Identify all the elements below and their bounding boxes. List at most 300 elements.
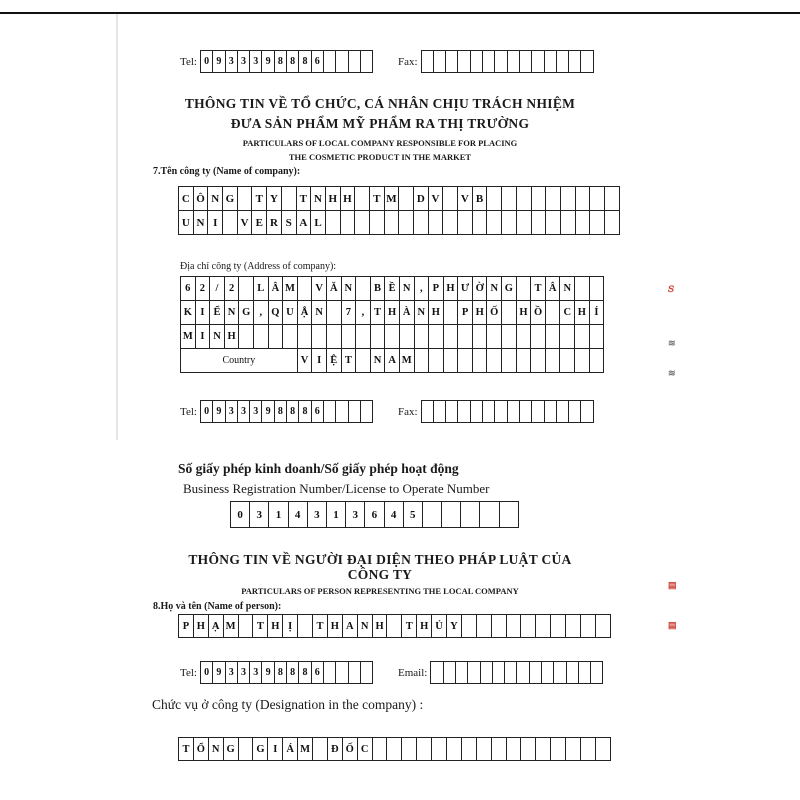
char-box[interactable]: H (373, 615, 388, 638)
char-box[interactable] (444, 662, 456, 684)
char-box[interactable] (312, 325, 327, 349)
char-box[interactable]: I (208, 211, 223, 235)
char-box[interactable] (326, 211, 341, 235)
char-box[interactable]: 0 (231, 502, 250, 528)
char-box[interactable]: 3 (250, 401, 262, 423)
char-box[interactable]: , (254, 301, 269, 325)
char-box[interactable]: H (473, 301, 488, 325)
char-box[interactable] (502, 187, 517, 211)
char-box[interactable] (414, 211, 429, 235)
char-box[interactable] (443, 211, 458, 235)
char-box[interactable]: M (181, 325, 196, 349)
char-box[interactable] (532, 51, 544, 73)
char-box[interactable] (605, 211, 620, 235)
char-box[interactable]: Ư (458, 277, 473, 301)
char-box[interactable] (434, 51, 446, 73)
char-box[interactable] (434, 401, 446, 423)
char-box[interactable]: N (342, 277, 357, 301)
char-box[interactable]: U (179, 211, 194, 235)
char-box[interactable]: D (414, 187, 429, 211)
char-box[interactable] (487, 325, 502, 349)
char-box[interactable]: M (224, 615, 239, 638)
char-box[interactable] (481, 662, 493, 684)
char-box[interactable] (542, 662, 554, 684)
char-box[interactable] (341, 211, 356, 235)
company-fax-boxes[interactable] (421, 400, 594, 423)
char-box[interactable]: 3 (238, 51, 250, 73)
char-box[interactable] (520, 51, 532, 73)
char-box[interactable]: T (252, 187, 267, 211)
char-box[interactable] (385, 325, 400, 349)
char-box[interactable]: Ờ (473, 277, 488, 301)
char-box[interactable]: L (254, 277, 269, 301)
char-box[interactable]: 3 (226, 51, 238, 73)
company-name-boxes[interactable] (178, 186, 620, 235)
char-box[interactable]: T (253, 615, 268, 638)
char-box[interactable]: 9 (262, 51, 274, 73)
char-box[interactable] (456, 662, 468, 684)
char-box[interactable]: T (371, 301, 386, 325)
char-box[interactable] (569, 401, 581, 423)
char-box[interactable] (536, 615, 551, 638)
char-box[interactable] (551, 738, 566, 761)
char-box[interactable]: H (575, 301, 590, 325)
char-box[interactable]: V (312, 277, 327, 301)
char-box[interactable] (546, 211, 561, 235)
char-box[interactable]: 1 (269, 502, 288, 528)
char-box[interactable] (468, 662, 480, 684)
top-fax-boxes[interactable] (421, 50, 594, 73)
license-number-field[interactable] (230, 501, 519, 528)
char-box[interactable]: C (358, 738, 373, 761)
char-box[interactable] (373, 738, 388, 761)
char-box[interactable] (596, 615, 611, 638)
char-box[interactable]: 8 (299, 662, 311, 684)
char-box[interactable]: Q (269, 301, 284, 325)
company-name-field[interactable] (178, 186, 620, 235)
char-box[interactable] (473, 211, 488, 235)
char-box[interactable] (283, 325, 298, 349)
char-box[interactable] (546, 349, 561, 373)
char-box[interactable]: N (415, 301, 430, 325)
char-box[interactable] (581, 738, 596, 761)
char-box[interactable]: V (429, 187, 444, 211)
char-box[interactable] (521, 738, 536, 761)
char-box[interactable] (458, 51, 470, 73)
char-box[interactable] (505, 662, 517, 684)
char-box[interactable] (590, 277, 605, 301)
char-box[interactable] (446, 51, 458, 73)
char-box[interactable]: 2 (225, 277, 240, 301)
char-box[interactable] (487, 187, 502, 211)
char-box[interactable]: 8 (287, 662, 299, 684)
char-box[interactable]: P (458, 301, 473, 325)
char-box[interactable] (239, 277, 254, 301)
char-box[interactable] (531, 325, 546, 349)
char-box[interactable]: M (283, 277, 298, 301)
char-box[interactable] (429, 325, 444, 349)
char-box[interactable] (432, 738, 447, 761)
char-box[interactable] (566, 738, 581, 761)
char-box[interactable] (415, 325, 430, 349)
char-box[interactable]: H (517, 301, 532, 325)
char-box[interactable]: V (238, 211, 253, 235)
char-box[interactable]: 3 (238, 401, 250, 423)
char-box[interactable]: G (223, 187, 238, 211)
char-box[interactable] (417, 738, 432, 761)
char-box[interactable]: 3 (250, 51, 262, 73)
char-box[interactable] (545, 401, 557, 423)
char-box[interactable]: 3 (250, 662, 262, 684)
char-box[interactable]: C (560, 301, 575, 325)
char-box[interactable] (502, 349, 517, 373)
char-box[interactable] (342, 325, 357, 349)
char-box[interactable] (493, 662, 505, 684)
char-box[interactable] (502, 211, 517, 235)
char-box[interactable]: K (181, 301, 196, 325)
char-box[interactable] (579, 662, 591, 684)
char-box[interactable]: H (268, 615, 283, 638)
char-box[interactable]: H (444, 277, 459, 301)
char-box[interactable]: N (209, 738, 224, 761)
char-box[interactable]: 5 (404, 502, 423, 528)
char-box[interactable]: I (196, 325, 211, 349)
char-box[interactable]: 1 (327, 502, 346, 528)
char-box[interactable] (521, 615, 536, 638)
char-box[interactable]: 6 (312, 401, 324, 423)
char-box[interactable] (590, 211, 605, 235)
char-box[interactable] (561, 187, 576, 211)
char-box[interactable] (355, 187, 370, 211)
char-box[interactable]: T (402, 615, 417, 638)
char-box[interactable]: 6 (312, 662, 324, 684)
char-box[interactable]: H (429, 301, 444, 325)
char-box[interactable]: Ố (487, 301, 502, 325)
char-box[interactable]: Ồ (531, 301, 546, 325)
char-box[interactable] (590, 349, 605, 373)
char-box[interactable] (546, 325, 561, 349)
char-box[interactable]: N (194, 211, 209, 235)
license-number-boxes[interactable] (230, 501, 519, 528)
char-box[interactable] (298, 325, 313, 349)
char-box[interactable] (477, 738, 492, 761)
char-box[interactable]: 3 (226, 662, 238, 684)
char-box[interactable]: Đ (328, 738, 343, 761)
char-box[interactable]: , (415, 277, 430, 301)
char-box[interactable] (517, 211, 532, 235)
char-box[interactable] (387, 738, 402, 761)
char-box[interactable] (590, 187, 605, 211)
char-box[interactable] (458, 211, 473, 235)
char-box[interactable] (402, 738, 417, 761)
char-box[interactable]: 3 (226, 401, 238, 423)
char-box[interactable]: 0 (201, 401, 213, 423)
person-email-boxes[interactable] (430, 661, 603, 684)
char-box[interactable] (546, 187, 561, 211)
char-box[interactable]: Ă (327, 277, 342, 301)
char-box[interactable] (238, 187, 253, 211)
char-box[interactable]: C (179, 187, 194, 211)
char-box[interactable]: N (400, 277, 415, 301)
char-box[interactable] (462, 738, 477, 761)
char-box[interactable] (254, 325, 269, 349)
char-box[interactable] (508, 401, 520, 423)
char-box[interactable]: 3 (238, 662, 250, 684)
char-box[interactable] (461, 502, 480, 528)
char-box[interactable] (495, 401, 507, 423)
char-box[interactable] (239, 738, 254, 761)
char-box[interactable]: U (283, 301, 298, 325)
char-box[interactable]: 6 (365, 502, 384, 528)
char-box[interactable] (575, 325, 590, 349)
char-box[interactable] (361, 662, 373, 684)
char-box[interactable] (349, 401, 361, 423)
char-box[interactable] (557, 401, 569, 423)
char-box[interactable]: N (208, 187, 223, 211)
char-box[interactable] (590, 325, 605, 349)
char-box[interactable]: Ể (210, 301, 225, 325)
char-box[interactable] (532, 401, 544, 423)
char-box[interactable]: 3 (346, 502, 365, 528)
char-box[interactable] (567, 662, 579, 684)
char-box[interactable] (444, 349, 459, 373)
char-box[interactable]: B (371, 277, 386, 301)
char-box[interactable] (551, 615, 566, 638)
char-box[interactable] (569, 51, 581, 73)
char-box[interactable] (483, 401, 495, 423)
char-box[interactable]: G (253, 738, 268, 761)
char-box[interactable]: 8 (275, 51, 287, 73)
char-box[interactable]: 0 (201, 51, 213, 73)
char-box[interactable]: Ô (194, 187, 209, 211)
char-box[interactable]: N (371, 349, 386, 373)
char-box[interactable]: 8 (275, 401, 287, 423)
char-box[interactable]: 8 (299, 401, 311, 423)
char-box[interactable]: Y (447, 615, 462, 638)
char-box[interactable] (356, 325, 371, 349)
char-box[interactable]: H (225, 325, 240, 349)
char-box[interactable] (458, 349, 473, 373)
designation-boxes[interactable] (178, 737, 611, 761)
char-box[interactable] (477, 615, 492, 638)
char-box[interactable]: T (297, 187, 312, 211)
char-box[interactable]: B (473, 187, 488, 211)
designation-field[interactable] (178, 737, 611, 761)
char-box[interactable] (507, 738, 522, 761)
char-box[interactable] (239, 615, 254, 638)
char-box[interactable] (269, 325, 284, 349)
char-box[interactable] (423, 502, 442, 528)
char-box[interactable] (530, 662, 542, 684)
char-box[interactable] (492, 738, 507, 761)
char-box[interactable] (480, 502, 499, 528)
char-box[interactable]: Ệ (327, 349, 342, 373)
char-box[interactable] (517, 325, 532, 349)
char-box[interactable] (487, 349, 502, 373)
char-box[interactable] (387, 615, 402, 638)
char-box[interactable] (446, 401, 458, 423)
char-box[interactable] (554, 662, 566, 684)
char-box[interactable] (223, 211, 238, 235)
char-box[interactable]: H (417, 615, 432, 638)
char-box[interactable]: Ố (343, 738, 358, 761)
char-box[interactable]: N (358, 615, 373, 638)
char-box[interactable] (399, 187, 414, 211)
char-box[interactable]: I (268, 738, 283, 761)
char-box[interactable]: H (385, 301, 400, 325)
char-box[interactable] (500, 502, 519, 528)
char-box[interactable]: A (297, 211, 312, 235)
char-box[interactable] (336, 51, 348, 73)
char-box[interactable]: T (313, 615, 328, 638)
char-box[interactable]: T (531, 277, 546, 301)
char-box[interactable] (400, 325, 415, 349)
char-box[interactable] (531, 349, 546, 373)
char-box[interactable]: P (429, 277, 444, 301)
char-box[interactable] (415, 349, 430, 373)
char-box[interactable]: E (252, 211, 267, 235)
char-box[interactable]: A (343, 615, 358, 638)
char-box[interactable] (355, 211, 370, 235)
char-box[interactable] (508, 51, 520, 73)
char-box[interactable]: I (196, 301, 211, 325)
char-box[interactable]: M (400, 349, 415, 373)
char-box[interactable] (462, 615, 477, 638)
person-name-boxes[interactable] (178, 614, 611, 638)
char-box[interactable]: P (179, 615, 194, 638)
char-box[interactable] (483, 51, 495, 73)
char-box[interactable] (444, 325, 459, 349)
char-box[interactable] (566, 615, 581, 638)
char-box[interactable]: À (400, 301, 415, 325)
char-box[interactable]: G (239, 301, 254, 325)
char-box[interactable]: Â (546, 277, 561, 301)
char-box[interactable] (532, 187, 547, 211)
char-box[interactable]: Ề (385, 277, 400, 301)
char-box[interactable] (575, 349, 590, 373)
char-box[interactable] (324, 662, 336, 684)
char-box[interactable]: T (370, 187, 385, 211)
char-box[interactable] (473, 325, 488, 349)
char-box[interactable] (545, 51, 557, 73)
char-box[interactable]: , (356, 301, 371, 325)
char-box[interactable]: 8 (299, 51, 311, 73)
char-box[interactable] (605, 187, 620, 211)
char-box[interactable]: 6 (312, 51, 324, 73)
char-box[interactable] (536, 738, 551, 761)
char-box[interactable] (581, 615, 596, 638)
char-box[interactable] (313, 738, 328, 761)
char-box[interactable] (495, 51, 507, 73)
char-box[interactable] (581, 51, 593, 73)
char-box[interactable]: H (328, 615, 343, 638)
char-box[interactable]: Y (267, 187, 282, 211)
char-box[interactable] (422, 401, 434, 423)
char-box[interactable] (517, 662, 529, 684)
char-box[interactable] (399, 211, 414, 235)
char-box[interactable]: 0 (201, 662, 213, 684)
char-box[interactable] (517, 349, 532, 373)
char-box[interactable]: 7 (342, 301, 357, 325)
char-box[interactable]: 3 (250, 502, 269, 528)
char-box[interactable]: Ậ (298, 301, 313, 325)
char-box[interactable]: H (194, 615, 209, 638)
char-box[interactable]: S (282, 211, 297, 235)
char-box[interactable]: N (560, 277, 575, 301)
char-box[interactable]: 3 (308, 502, 327, 528)
char-box[interactable] (502, 325, 517, 349)
char-box[interactable] (361, 401, 373, 423)
char-box[interactable]: 9 (262, 401, 274, 423)
char-box[interactable] (442, 502, 461, 528)
char-box[interactable] (349, 662, 361, 684)
char-box[interactable]: Á (283, 738, 298, 761)
char-box[interactable] (239, 325, 254, 349)
char-box[interactable] (422, 51, 434, 73)
char-box[interactable] (471, 401, 483, 423)
char-box[interactable] (581, 401, 593, 423)
char-box[interactable]: 8 (287, 51, 299, 73)
char-box[interactable] (560, 349, 575, 373)
person-tel-boxes[interactable] (200, 661, 373, 684)
char-box[interactable] (356, 277, 371, 301)
char-box[interactable]: Í (590, 301, 605, 325)
address-field[interactable] (180, 276, 604, 373)
char-box[interactable]: Ổ (194, 738, 209, 761)
char-box[interactable] (517, 187, 532, 211)
char-box[interactable] (557, 51, 569, 73)
char-box[interactable]: H (326, 187, 341, 211)
char-box[interactable]: H (341, 187, 356, 211)
char-box[interactable] (327, 325, 342, 349)
char-box[interactable]: 9 (213, 401, 225, 423)
char-box[interactable]: 9 (262, 662, 274, 684)
char-box[interactable]: R (267, 211, 282, 235)
char-box[interactable]: L (311, 211, 326, 235)
char-box[interactable]: N (312, 301, 327, 325)
char-box[interactable]: N (225, 301, 240, 325)
char-box[interactable]: Ạ (209, 615, 224, 638)
char-box[interactable]: G (502, 277, 517, 301)
char-box[interactable] (447, 738, 462, 761)
char-box[interactable] (596, 738, 611, 761)
char-box[interactable] (356, 349, 371, 373)
char-box[interactable] (431, 662, 443, 684)
company-tel-boxes[interactable] (200, 400, 373, 423)
char-box[interactable] (575, 277, 590, 301)
char-box[interactable]: 2 (196, 277, 211, 301)
char-box[interactable]: 6 (181, 277, 196, 301)
char-box[interactable] (443, 187, 458, 211)
char-box[interactable] (458, 401, 470, 423)
person-name-field[interactable] (178, 614, 611, 638)
char-box[interactable] (520, 401, 532, 423)
char-box[interactable] (282, 187, 297, 211)
char-box[interactable] (370, 211, 385, 235)
char-box[interactable] (324, 401, 336, 423)
char-box[interactable] (532, 211, 547, 235)
char-box[interactable]: Ị (283, 615, 298, 638)
char-box[interactable]: G (224, 738, 239, 761)
char-box[interactable] (336, 662, 348, 684)
char-box[interactable] (298, 615, 313, 638)
char-box[interactable] (517, 277, 532, 301)
char-box[interactable] (298, 277, 313, 301)
char-box[interactable]: T (342, 349, 357, 373)
char-box[interactable]: A (385, 349, 400, 373)
char-box[interactable]: Ủ (432, 615, 447, 638)
char-box[interactable] (473, 349, 488, 373)
